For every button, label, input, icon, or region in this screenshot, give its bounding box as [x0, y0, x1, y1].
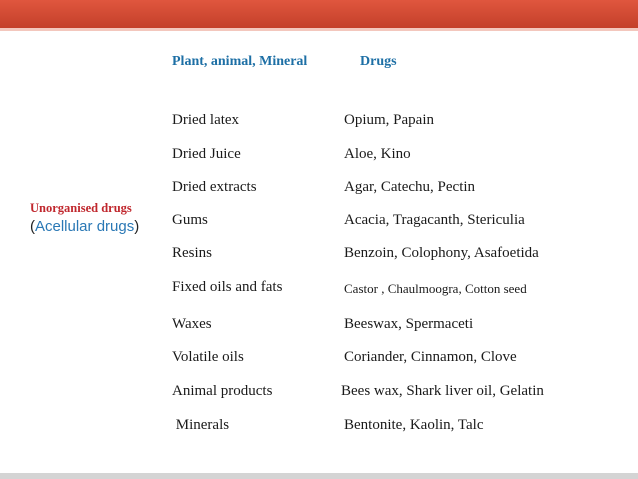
row-drugs: Benzoin, Colophony, Asafoetida [344, 245, 539, 261]
subtitle-close-paren: ) [134, 218, 140, 235]
subtitle-text: Acellular drugs [35, 218, 135, 235]
bottom-band [0, 473, 638, 479]
row-type: Dried latex [172, 112, 240, 128]
top-banner [0, 0, 638, 28]
row-type: Fixed oils and fats [172, 279, 283, 295]
row-type: Waxes [172, 316, 212, 332]
row-type: Animal products [172, 383, 273, 399]
row-drugs: Agar, Catechu, Pectin [344, 179, 476, 195]
row-type: Minerals [172, 417, 230, 433]
banner-divider [0, 28, 638, 31]
row-type: Resins [172, 245, 213, 261]
category-subtitle [30, 218, 139, 235]
row-drugs: Beeswax, Spermaceti [344, 316, 474, 332]
subtitle-open-paren: ( [30, 218, 35, 235]
row-drugs: Bentonite, Kaolin, Talc [344, 417, 484, 433]
row-type: Dried extracts [172, 179, 257, 195]
column-header-source: Plant, animal, Mineral [172, 54, 308, 69]
column-header-drugs: Drugs [360, 54, 397, 69]
category-title: Unorganised drugs [30, 201, 132, 215]
row-drugs: Acacia, Tragacanth, Stericulia [344, 212, 525, 228]
row-drugs: Bees wax, Shark liver oil, Gelatin [341, 383, 544, 399]
row-type: Dried Juice [172, 146, 241, 162]
row-drugs: Aloe, Kino [344, 146, 411, 162]
row-drugs: Coriander, Cinnamon, Clove [344, 349, 517, 365]
row-type: Volatile oils [172, 349, 244, 365]
row-drugs: Opium, Papain [344, 112, 434, 128]
row-type: Gums [172, 212, 208, 228]
row-drugs: Castor , Chaulmoogra, Cotton seed [344, 281, 527, 296]
